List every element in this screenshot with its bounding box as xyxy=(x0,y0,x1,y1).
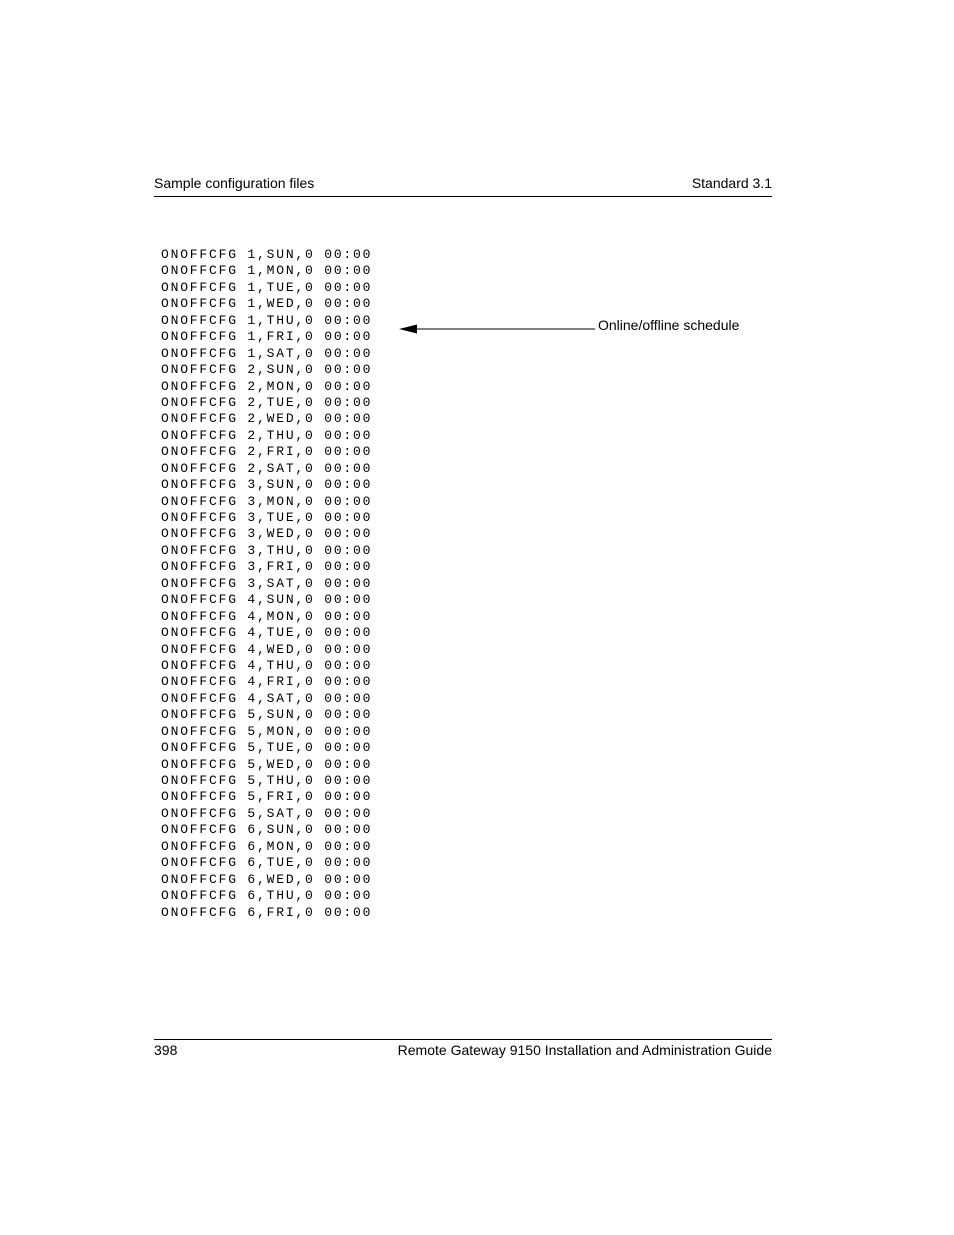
code-line: ONOFFCFG 1,THU,0 00:00 xyxy=(161,312,373,328)
code-line: ONOFFCFG 4,MON,0 00:00 xyxy=(161,608,373,624)
code-line: ONOFFCFG 6,THU,0 00:00 xyxy=(161,888,373,904)
code-line: ONOFFCFG 5,TUE,0 00:00 xyxy=(161,740,373,756)
code-line: ONOFFCFG 3,WED,0 00:00 xyxy=(161,526,373,542)
code-line: ONOFFCFG 3,MON,0 00:00 xyxy=(161,493,373,509)
code-line: ONOFFCFG 6,WED,0 00:00 xyxy=(161,871,373,887)
code-line: ONOFFCFG 3,SAT,0 00:00 xyxy=(161,575,373,591)
code-line: ONOFFCFG 1,SAT,0 00:00 xyxy=(161,345,373,361)
header-standard: Standard 3.1 xyxy=(691,175,772,191)
header-section-title: Sample configuration files xyxy=(154,175,315,191)
config-code-block xyxy=(161,247,372,921)
code-line: ONOFFCFG 4,WED,0 00:00 xyxy=(161,641,373,657)
code-line: ONOFFCFG 3,SUN,0 00:00 xyxy=(161,477,373,493)
code-line: ONOFFCFG 4,THU,0 00:00 xyxy=(161,657,373,673)
code-line: ONOFFCFG 1,TUE,0 00:00 xyxy=(161,279,373,295)
code-line: ONOFFCFG 2,WED,0 00:00 xyxy=(161,411,373,427)
code-line: ONOFFCFG 6,MON,0 00:00 xyxy=(161,838,373,854)
code-line: ONOFFCFG 4,SUN,0 00:00 xyxy=(161,592,373,608)
code-line: ONOFFCFG 5,MON,0 00:00 xyxy=(161,723,373,739)
guide-title: Remote Gateway 9150 Installation and Administration Guide xyxy=(397,1042,772,1058)
code-line: ONOFFCFG 5,SAT,0 00:00 xyxy=(161,805,373,821)
code-line: ONOFFCFG 4,SAT,0 00:00 xyxy=(161,690,373,706)
code-line: ONOFFCFG 1,MON,0 00:00 xyxy=(161,263,373,279)
code-line: ONOFFCFG 2,MON,0 00:00 xyxy=(161,378,373,394)
code-line: ONOFFCFG 5,FRI,0 00:00 xyxy=(161,789,373,805)
code-line: ONOFFCFG 3,TUE,0 00:00 xyxy=(161,510,373,525)
code-line: ONOFFCFG 6,TUE,0 00:00 xyxy=(161,855,373,871)
code-line: ONOFFCFG 3,THU,0 00:00 xyxy=(161,542,373,558)
code-line: ONOFFCFG 2,TUE,0 00:00 xyxy=(161,394,373,410)
code-line: ONOFFCFG 6,FRI,0 00:00 xyxy=(161,904,373,920)
code-line: ONOFFCFG 1,FRI,0 00:00 xyxy=(161,329,373,345)
code-line: ONOFFCFG 6,SUN,0 00:00 xyxy=(161,822,373,838)
code-line: ONOFFCFG 3,FRI,0 00:00 xyxy=(161,559,373,575)
code-line: ONOFFCFG 5,SUN,0 00:00 xyxy=(161,707,373,723)
code-line: ONOFFCFG 4,FRI,0 00:00 xyxy=(161,674,373,690)
code-line: ONOFFCFG 1,SUN,0 00:00 xyxy=(161,247,373,262)
page-footer xyxy=(154,1039,772,1062)
code-line: ONOFFCFG 2,SAT,0 00:00 xyxy=(161,460,373,476)
code-line: ONOFFCFG 2,SUN,0 00:00 xyxy=(161,362,373,378)
code-line: ONOFFCFG 5,WED,0 00:00 xyxy=(161,756,373,772)
code-line: ONOFFCFG 2,FRI,0 00:00 xyxy=(161,444,373,460)
code-line: ONOFFCFG 1,WED,0 00:00 xyxy=(161,296,373,312)
page-header xyxy=(154,174,772,197)
callout-label: Online/offline schedule xyxy=(598,317,740,333)
schedule-callout xyxy=(398,316,758,340)
callout-arrow-icon xyxy=(398,322,598,336)
code-line: ONOFFCFG 5,THU,0 00:00 xyxy=(161,773,373,788)
code-line: ONOFFCFG 4,TUE,0 00:00 xyxy=(161,625,373,641)
page-number: 398 xyxy=(154,1042,178,1058)
code-line: ONOFFCFG 2,THU,0 00:00 xyxy=(161,427,373,443)
